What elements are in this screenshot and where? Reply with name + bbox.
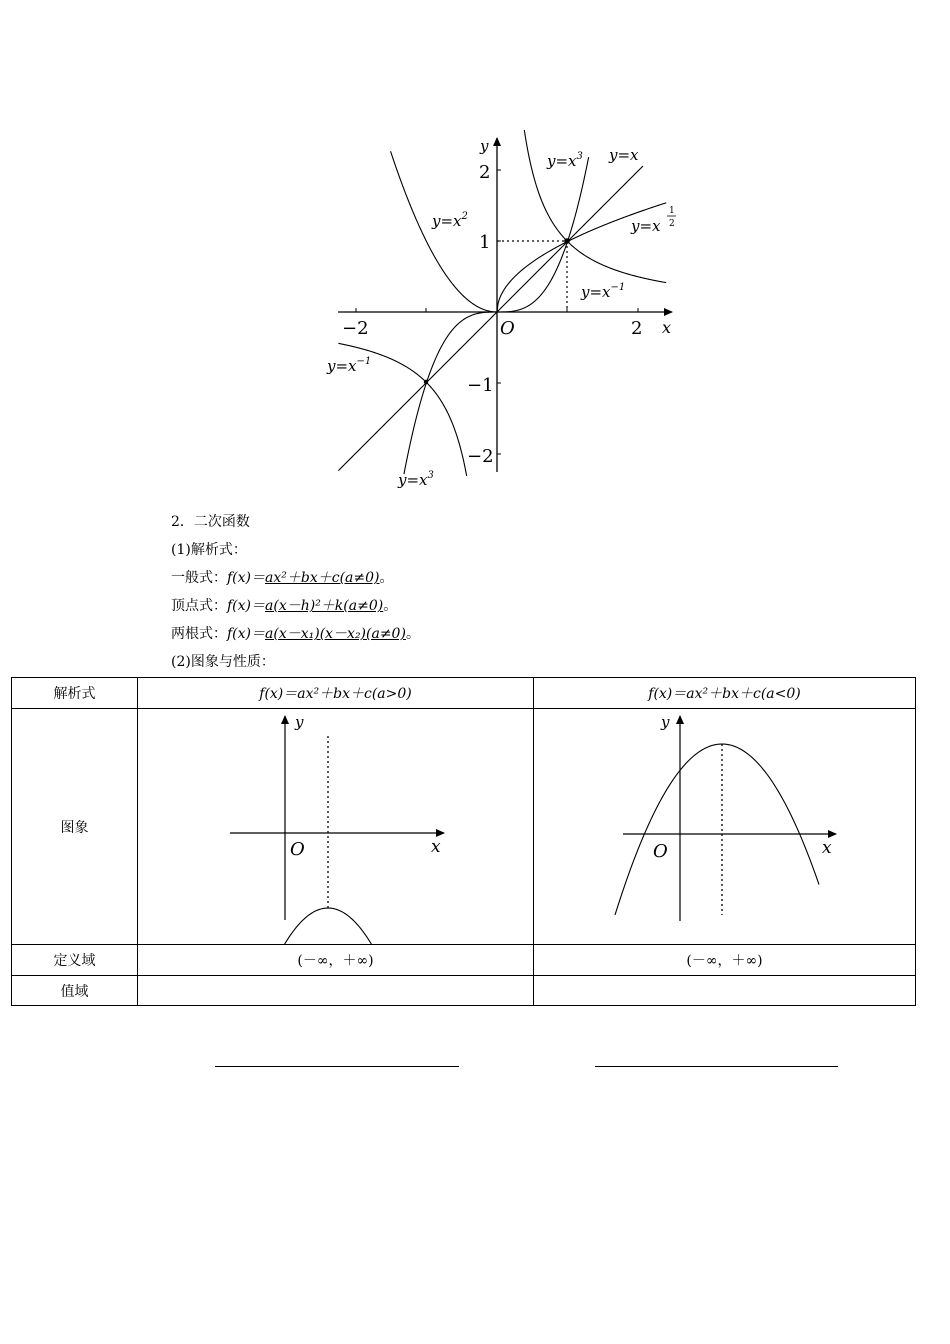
graph-a-negative <box>534 709 916 945</box>
general-form-label: 一般式： <box>171 570 227 586</box>
tick-y-1: 1 <box>479 232 491 253</box>
curve-y-x-inv-right <box>521 130 666 283</box>
curve-y-x3 <box>404 157 589 474</box>
row-label-graph: 图象 <box>12 709 138 945</box>
quadratic-properties-table <box>11 677 916 1006</box>
header-a-positive: f(x)＝ax²＋bx＋c(a>0) <box>138 678 534 709</box>
origin-label: O <box>500 318 515 339</box>
roots-form-label: 两根式： <box>171 626 227 642</box>
origin-label: O <box>290 839 305 860</box>
vertex-form-label: 顶点式： <box>171 598 227 614</box>
range-a-negative <box>534 976 916 1006</box>
roots-form: 两根式：f(x)＝a(x－x₁)(x－x₂)(a≠0)。 <box>171 626 420 642</box>
x-axis-label: x <box>662 318 672 337</box>
tick-x-2: 2 <box>631 318 643 339</box>
parabola-opening-down <box>615 744 819 915</box>
label-y-x2: $y=x^2$ <box>432 211 468 230</box>
tick-y-2: 2 <box>479 162 491 183</box>
answer-blank-right[interactable] <box>595 1066 838 1067</box>
row-label-domain: 定义域 <box>12 945 138 976</box>
domain-a-positive: (－∞，＋∞) <box>138 945 534 976</box>
origin-label: O <box>653 841 668 862</box>
general-form-formula: ax²＋bx＋c(a≠0) <box>265 570 380 586</box>
label-y-x-half-den: 2 <box>669 219 675 229</box>
range-a-positive <box>138 976 534 1006</box>
label-y-xinv-left: $y=x^{-1}$ <box>327 356 372 375</box>
tick-y-neg2: −2 <box>467 446 494 467</box>
x-label: x <box>431 837 441 857</box>
label-y-x: y=x <box>609 146 639 164</box>
y-label: y <box>661 713 670 731</box>
domain-a-negative: (－∞，＋∞) <box>534 945 916 976</box>
y-axis-label: y <box>480 137 489 155</box>
vertex-form: 顶点式：f(x)＝a(x－h)²＋k(a≠0)。 <box>171 598 398 614</box>
graph-a-positive <box>138 709 534 945</box>
label-y-x3-bottom: $y=x^3$ <box>398 470 434 489</box>
label-y-x3-top: $y=x^3$ <box>547 151 583 170</box>
power-function-graph <box>320 130 690 500</box>
section-heading: 2．二次函数 <box>171 514 250 530</box>
guide-dotted <box>497 241 567 310</box>
curve-y-x <box>338 166 643 471</box>
answer-blank-left[interactable] <box>215 1066 459 1067</box>
row-label-range: 值域 <box>12 976 138 1006</box>
x-label: x <box>822 838 832 858</box>
subheading-properties: (2)图象与性质： <box>171 654 275 670</box>
point-neg1-neg1 <box>424 380 428 384</box>
label-y-x-half: y=x <box>631 217 661 235</box>
y-label: y <box>295 713 304 731</box>
label-y-x-half-num: 1 <box>669 206 675 216</box>
header-formula: 解析式 <box>12 678 138 709</box>
parabola-opening-up <box>235 908 439 944</box>
header-a-negative: f(x)＝ax²＋bx＋c(a<0) <box>534 678 916 709</box>
roots-form-formula: a(x－x₁)(x－x₂)(a≠0) <box>265 626 406 642</box>
point-1-1 <box>564 238 570 244</box>
tick-x-neg2: −2 <box>342 318 369 339</box>
general-form: 一般式：f(x)＝ax²＋bx＋c(a≠0)。 <box>171 570 394 586</box>
tick-y-neg1: −1 <box>467 375 494 396</box>
vertex-form-formula: a(x－h)²＋k(a≠0) <box>265 598 384 614</box>
subheading-formulas: (1)解析式： <box>171 542 247 558</box>
label-y-xinv-right: $y=x^{-1}$ <box>581 282 626 301</box>
